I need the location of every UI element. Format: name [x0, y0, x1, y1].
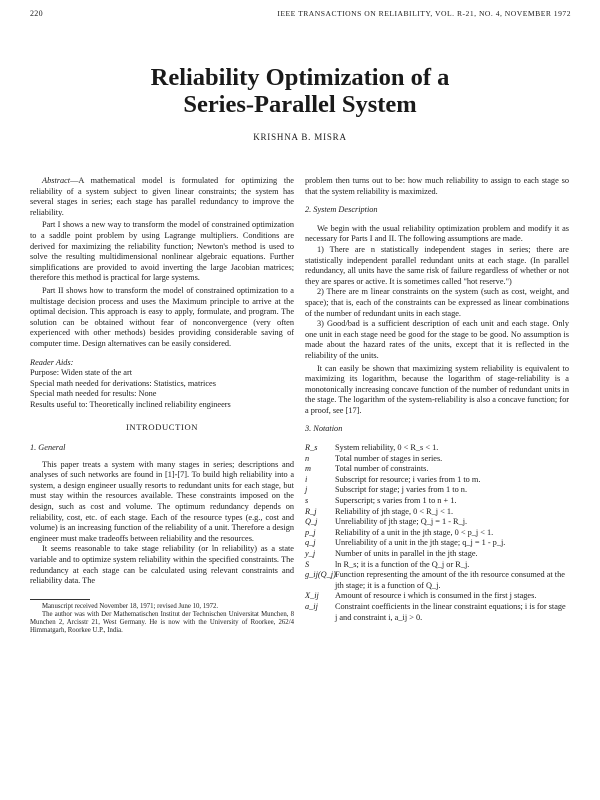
notation-definition: Function representing the amount of the ith resource consumed at the jth stage; it is a function of Q_j.: [335, 570, 565, 590]
notation-definition: Unreliability of jth stage; Q_j = 1 - R_j.: [335, 517, 468, 527]
notation-row: [305, 528, 569, 539]
notation-row: [305, 538, 569, 549]
left-column: [30, 176, 294, 636]
running-header: IEEE TRANSACTIONS ON RELIABILITY, VOL. R-21, NO. 4, NOVEMBER 1972: [277, 9, 571, 18]
notation-definition: Subscript for resource; i varies from 1 to m.: [335, 474, 481, 484]
notation-row: [305, 454, 569, 465]
notation-symbol: q_j: [305, 538, 316, 548]
notation-definition: Reliability of jth stage, 0 < R_j < 1.: [335, 506, 454, 516]
notation-symbol: m: [305, 464, 311, 474]
notation-list: [305, 443, 569, 623]
assumption-2: 2) There are m linear constraints on the system (such as cost, weight, and space); that is, each of the constraints can be expressed as linear combinations of the number of redundant units in each stage.: [305, 287, 569, 318]
system-description-paragraph: We begin with the usual reliability optimization problem and modify it as necessary for Parts I and II. The following assumptions are made.: [305, 223, 569, 244]
notation-symbol: i: [305, 474, 308, 484]
right-column: [305, 176, 569, 623]
notation-symbol: n: [305, 453, 310, 463]
paper-title: [0, 64, 600, 118]
assumption-1: 1) There are n statistically independent stages in series; there are statistically independent parallel redundant units at each stage. (In parallel redundancy, all units have the same risk of failure regardless of whether or not they are spares or active. It is sometimes called "hot reserve."): [305, 244, 569, 286]
notation-definition: Number of units in parallel in the jth stage.: [335, 549, 478, 558]
notation-row: [305, 496, 569, 507]
abstract: Abstract—A mathematical model is formulated for optimizing the reliability of a system subject to given linear constraints; the system has several stages in series; each stage has parallel redundancy to improve the reliability.: [30, 176, 294, 217]
notation-symbol: a_ij: [305, 601, 318, 611]
notation-row: [305, 507, 569, 518]
notation-definition: Total number of constraints.: [335, 464, 429, 474]
footnote-affiliation: The author was with Der Mathematischen Institut der Technischen Universitat Munchen, 8 Munchen 2, Arcisstr 21, West Germany. He is now with the University of Roorkee, 262/4 Himmatgarh, Roorkee U.P., India.: [30, 610, 294, 635]
abstract-label: Abstract: [42, 176, 71, 185]
notation-row: [305, 560, 569, 571]
reader-aids-label: Reader Aids:: [30, 357, 74, 367]
general-paragraph-1: This paper treats a system with many stages in series; descriptions and analyses of such networks are found in [1]-[7]. To build high reliability into a system, a design engineer usually resorts to redundant units for each stage, but must stay within the resources available. These constraints imposed on the design, such as cost and volume. The optimum redundancy depends on reliability, cost, etc. of each stage. Each of the resource types (e.g., cost and volume) is an increasing function of the reliability of a unit. Therefore a design engineer must make tradeoffs between reliability and the resources.: [30, 459, 294, 543]
abstract-text: A mathematical model is formulated for optimizing the reliability of a system subject to given linear constraints; the system has several stages in series; each stage has parallel redundancy to improve the reliability.: [30, 176, 294, 217]
footnote-received: Manuscript received November 18, 1971; revised June 10, 1972.: [42, 602, 219, 610]
notation-row: [305, 570, 569, 591]
notation-row: [305, 549, 569, 560]
notation-symbol: Q_j: [305, 517, 318, 527]
notation-row: [305, 517, 569, 528]
notation-row: [305, 475, 569, 486]
abstract-part2: Part II shows how to transform the model of constrained optimization to a multistage decision process and uses the Maximum principle to arrive at the optimal decision. This approach is easy to apply, formulate, and program. The solution can be obtained without fear of nonconvergence (very often experienced with other methods) besides providing considerable saving of computer time. Design alternatives can be easily considered.: [30, 285, 294, 348]
equivalence-paragraph: It can easily be shown that maximizing system reliability is equivalent to maximizing its logarithm, because the logarithm of stage-reliability is a monotonically increasing concave function of the number of redundant units in the stage. The logarithm of the system-reliability is also a concave function; for a proof, see [17].: [305, 363, 569, 415]
title-line-2: Series-Parallel System: [183, 91, 417, 118]
notation-definition: Reliability of a unit in the jth stage, 0 < p_j < 1.: [335, 527, 494, 537]
notation-definition: Constraint coefficients in the linear constraint equations; i is for stage j and constraint i, a_ij > 0.: [335, 601, 566, 622]
author-name: KRISHNA B. MISRA: [253, 132, 347, 142]
system-description-heading: 2. System Description: [305, 205, 378, 215]
title-line-1: Reliability Optimization of a: [150, 64, 450, 91]
notation-symbol: X_ij: [305, 591, 319, 601]
notation-definition: System reliability, 0 < R_s < 1.: [335, 443, 439, 453]
notation-heading: 3. Notation: [305, 424, 343, 434]
notation-row: [305, 485, 569, 496]
reader-aid-purpose: Purpose: Widen state of the art: [30, 368, 133, 378]
notation-symbol: s: [305, 496, 309, 506]
notation-row: [305, 443, 569, 454]
notation-symbol: g_ij(Q_j): [305, 570, 336, 580]
notation-symbol: R_s: [305, 443, 318, 453]
general-paragraph-2: It seems reasonable to take stage reliability (or ln reliability) as a state variable and to optimize system reliability within the specified constraints. The redundancy at each stage can be calculated using relevant constraints and reliability data. The: [30, 544, 294, 586]
notation-symbol: R_j: [305, 506, 317, 516]
notation-definition: Amount of resource i which is consumed in the first j stages.: [335, 591, 537, 601]
footnote-rule: [30, 599, 90, 600]
notation-symbol: j: [305, 485, 308, 495]
notation-definition: Total number of stages in series.: [335, 453, 443, 463]
notation-symbol: p_j: [305, 527, 316, 537]
notation-definition: Superscript; s varies from 1 to n + 1.: [335, 496, 457, 506]
notation-definition: ln R_s; it is a function of the Q_j or R_j.: [335, 559, 470, 569]
intro-continuation: problem then turns out to be: how much reliability to assign to each stage so that the system reliability is maximized.: [305, 176, 569, 196]
notation-symbol: y_j: [305, 549, 316, 558]
notation-definition: Unreliability of a unit in the jth stage; q_j = 1 - p_j.: [335, 538, 506, 548]
page-number: 220: [30, 9, 43, 18]
notation-row: [305, 464, 569, 475]
abstract-part1: Part I shows a new way to transform the model of constrained optimization to a saddle point problem by using Lagrange multipliers. Conditions are derived for maximizing the reliability function; Newton's method is used to solve the resulting multidimensional nonlinear algebraic equations. Further simplifications are provided to avoid inverting the large Jacobian matrices; therefore this method is practical for large systems.: [30, 220, 294, 283]
reader-aid-math-derivations: Special math needed for derivations: Statistics, matrices: [30, 378, 216, 388]
notation-row: [305, 591, 569, 602]
introduction-heading: INTRODUCTION: [125, 422, 199, 433]
notation-symbol: S: [305, 559, 310, 569]
reader-aid-math-results: Special math needed for results: None: [30, 389, 157, 399]
reader-aid-useful-to: Results useful to: Theoretically inclined reliability engineers: [30, 399, 231, 409]
notation-definition: Subscript for stage; j varies from 1 to n.: [335, 485, 468, 495]
assumption-3: 3) Good/bad is a sufficient description of each unit and each stage. Only one unit in each stage need be good for the stage to be good. No assumption is made about the hazard rates of the units, except that it is reflected in the reliability of the units.: [305, 319, 569, 360]
general-heading: 1. General: [30, 443, 66, 453]
notation-row: [305, 602, 569, 623]
